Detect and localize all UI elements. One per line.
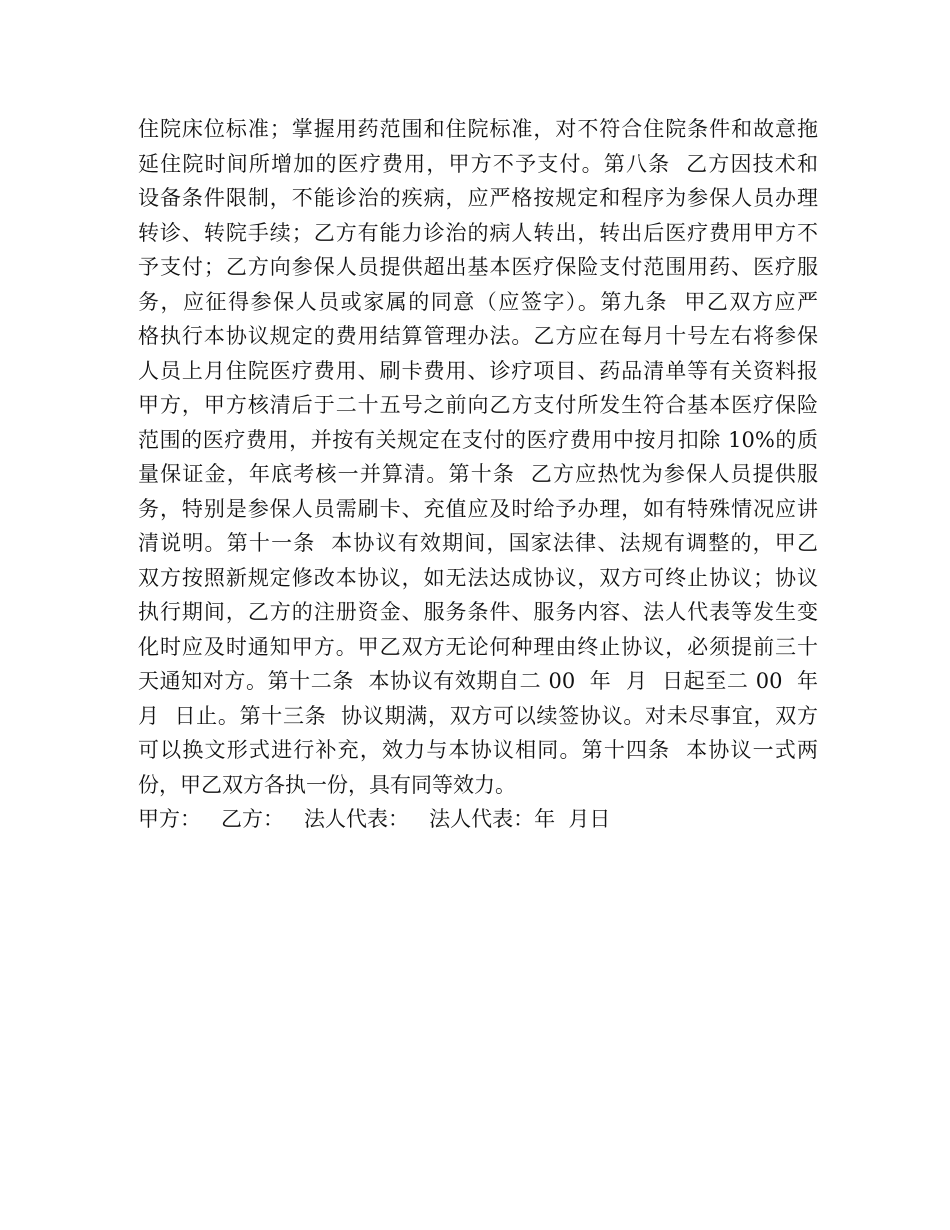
text-line: 住院床位标准；掌握用药范围和住院标准，对不符合住院条件和故意拖	[138, 117, 818, 141]
text-line: 量保证金，年底考核一并算清。第十条 乙方应热忱为参保人员提供服	[138, 462, 818, 486]
text-line: 可以换文形式进行补充，效力与本协议相同。第十四条 本协议一式两	[138, 738, 818, 762]
text-line: 执行期间，乙方的注册资金、服务条件、服务内容、法人代表等发生变	[138, 600, 818, 624]
text-line: 化时应及时通知甲方。甲乙双方无论何种理由终止协议，必须提前三十	[138, 634, 818, 659]
text-line: 甲方，甲方核清后于二十五号之前向乙方支付所发生符合基本医疗保险	[138, 393, 818, 417]
text-line: 转诊、转院手续；乙方有能力诊治的病人转出，转出后医疗费用甲方不	[138, 220, 818, 245]
text-line: 月 日止。第十三条 协议期满，双方可以续签协议。对未尽事宜，双方	[138, 703, 818, 728]
text-line: 延住院时间所增加的医疗费用，甲方不予支付。第八条 乙方因技术和	[138, 151, 818, 176]
text-line: 予支付；乙方向参保人员提供超出基本医疗保险支付范围用药、医疗服	[138, 255, 818, 279]
signature-line: 甲方： 乙方： 法人代表： 法人代表：年 月日	[138, 807, 611, 831]
text-line: 务，应征得参保人员或家属的同意（应签字）。第九条 甲乙双方应严	[138, 289, 818, 314]
text-line: 范围的医疗费用，并按有关规定在支付的医疗费用中按月扣除 10%的质	[138, 427, 818, 452]
text-line-last: 份，甲乙双方各执一份，具有同等效力。	[138, 772, 516, 797]
text-line: 人员上月住院医疗费用、刷卡费用、诊疗项目、药品清单等有关资料报	[138, 358, 818, 383]
text-line: 双方按照新规定修改本协议，如无法达成协议，双方可终止协议；协议	[138, 565, 818, 590]
text-line: 清说明。第十一条 本协议有效期间，国家法律、法规有调整的，甲乙	[138, 531, 818, 555]
text-line: 务，特别是参保人员需刷卡、充值应及时给予办理，如有特殊情况应讲	[138, 496, 818, 521]
text-line: 天通知对方。第十二条 本协议有效期自二 00 年 月 日起至二 00 年	[138, 669, 818, 693]
text-line: 格执行本协议规定的费用结算管理办法。乙方应在每月十号左右将参保	[138, 324, 818, 348]
text-line: 设备条件限制，不能诊治的疾病，应严格按规定和程序为参保人员办理	[138, 186, 818, 210]
agreement-body-text	[138, 112, 818, 837]
